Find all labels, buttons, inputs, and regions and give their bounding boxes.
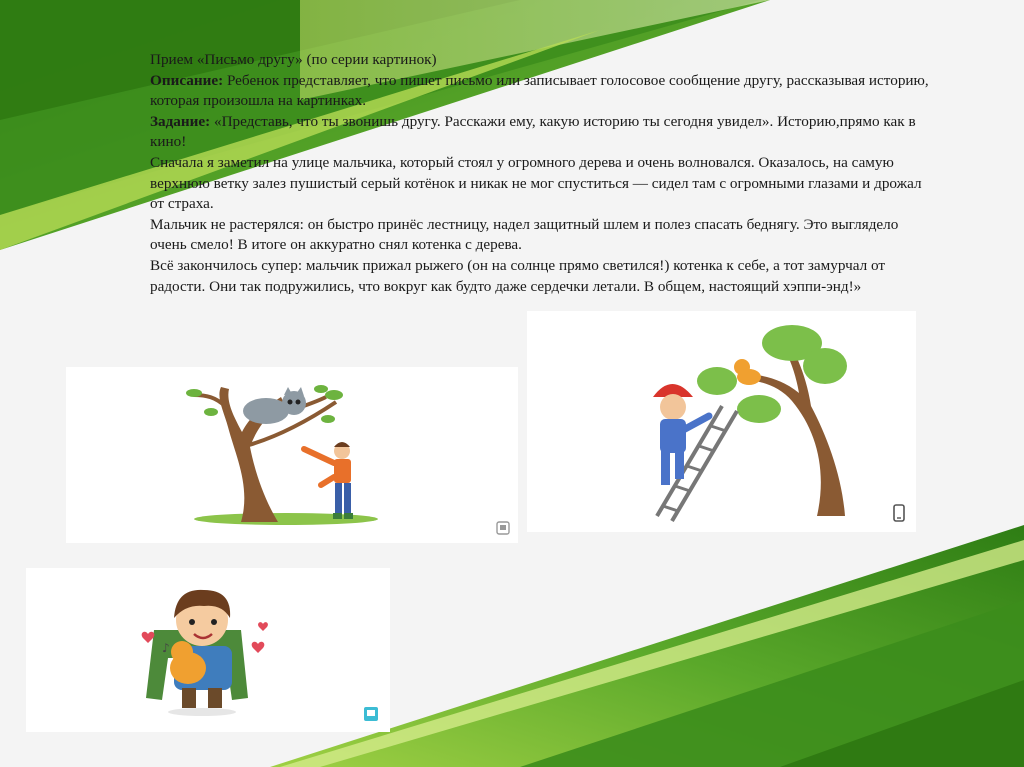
boy-eye: [189, 619, 195, 625]
story-text-block: [150, 50, 930, 297]
leaf: [314, 385, 328, 393]
boy-leg: [344, 483, 351, 515]
boy-leg: [675, 451, 684, 479]
cat-ear: [284, 387, 292, 395]
boy-arm: [321, 477, 334, 485]
leaf: [186, 389, 202, 397]
leaf: [321, 415, 335, 423]
leaf: [325, 390, 343, 400]
cat-eye: [288, 400, 293, 405]
boy-leg: [208, 688, 222, 708]
task-paragraph: [150, 112, 930, 153]
boy-leg: [182, 688, 196, 708]
boy-leg: [661, 451, 670, 485]
description-paragraph: [150, 71, 930, 112]
task-text: «Представь, что ты звонишь другу. Расскажи ему, какую историю ты сегодня увидел». Историю,прямо как в кино!: [150, 112, 916, 151]
picture-frame-icon: [496, 521, 510, 535]
boy-head: [660, 394, 686, 420]
shadow: [168, 708, 236, 716]
cat-eye: [296, 400, 301, 405]
orange-cat-head: [171, 641, 193, 663]
tree-leaves: [737, 395, 781, 423]
story-paragraph-1: Сначала я заметил на улице мальчика, который стоял у огромного дерева и очень волновался. Оказалось, на самую верхнюю ветку залез пушистый серый котёнок и никак не мог спуститься — сидел там с огромными глазами и дрожал от страха.: [150, 153, 922, 213]
boy-pointing-arm: [304, 449, 334, 463]
illustration-boy-hugging-cat: [26, 568, 390, 732]
boy-arm: [685, 416, 709, 429]
heart-icon: [142, 632, 155, 643]
boy-shoe: [344, 513, 353, 519]
heart-icon: [252, 642, 265, 653]
illustration-boy-on-ladder-rescuing-cat: [527, 311, 916, 532]
story-paragraph-3: Всё закончилось супер: мальчик прижал рыжего (он на солнце прямо светился!) котенка к себе, а тот замурчал от радости. Они так подружились, что вокруг как будто даже сердечки летали. В общем, настоящий хэппи-энд!»: [150, 256, 885, 295]
description-label: Описание:: [150, 71, 224, 89]
boy-overalls: [660, 419, 686, 453]
music-note-icon: ♪: [162, 641, 170, 655]
tree-leaves: [697, 367, 737, 395]
boy-shoe: [333, 513, 342, 519]
boy-eye: [211, 619, 217, 625]
boy-hair: [334, 442, 350, 447]
phone-icon: [893, 504, 905, 522]
tree-leaves: [803, 348, 847, 384]
illustration-boy-pointing-at-cat: [66, 367, 518, 543]
slide-title: Прием «Письмо другу» (по серии картинок): [150, 51, 437, 68]
description-text: Ребенок представляет, что пишет письмо или записывает голосовое сообщение другу, рассказывая историю, которая произошла на картинках.: [150, 71, 929, 110]
task-label: Задание:: [150, 112, 211, 130]
orange-cat-head: [734, 359, 750, 375]
boy-leg: [335, 483, 342, 515]
story-paragraph-2: Мальчик не растерялся: он быстро принёс лестницу, надел защитный шлем и полез спасать беднягу. Это выглядело очень смело! В итоге он аккуратно снял котенка с дерева.: [150, 215, 899, 254]
heart-icon: [258, 622, 268, 631]
tablet-icon: [363, 706, 379, 722]
leaf: [204, 408, 218, 416]
